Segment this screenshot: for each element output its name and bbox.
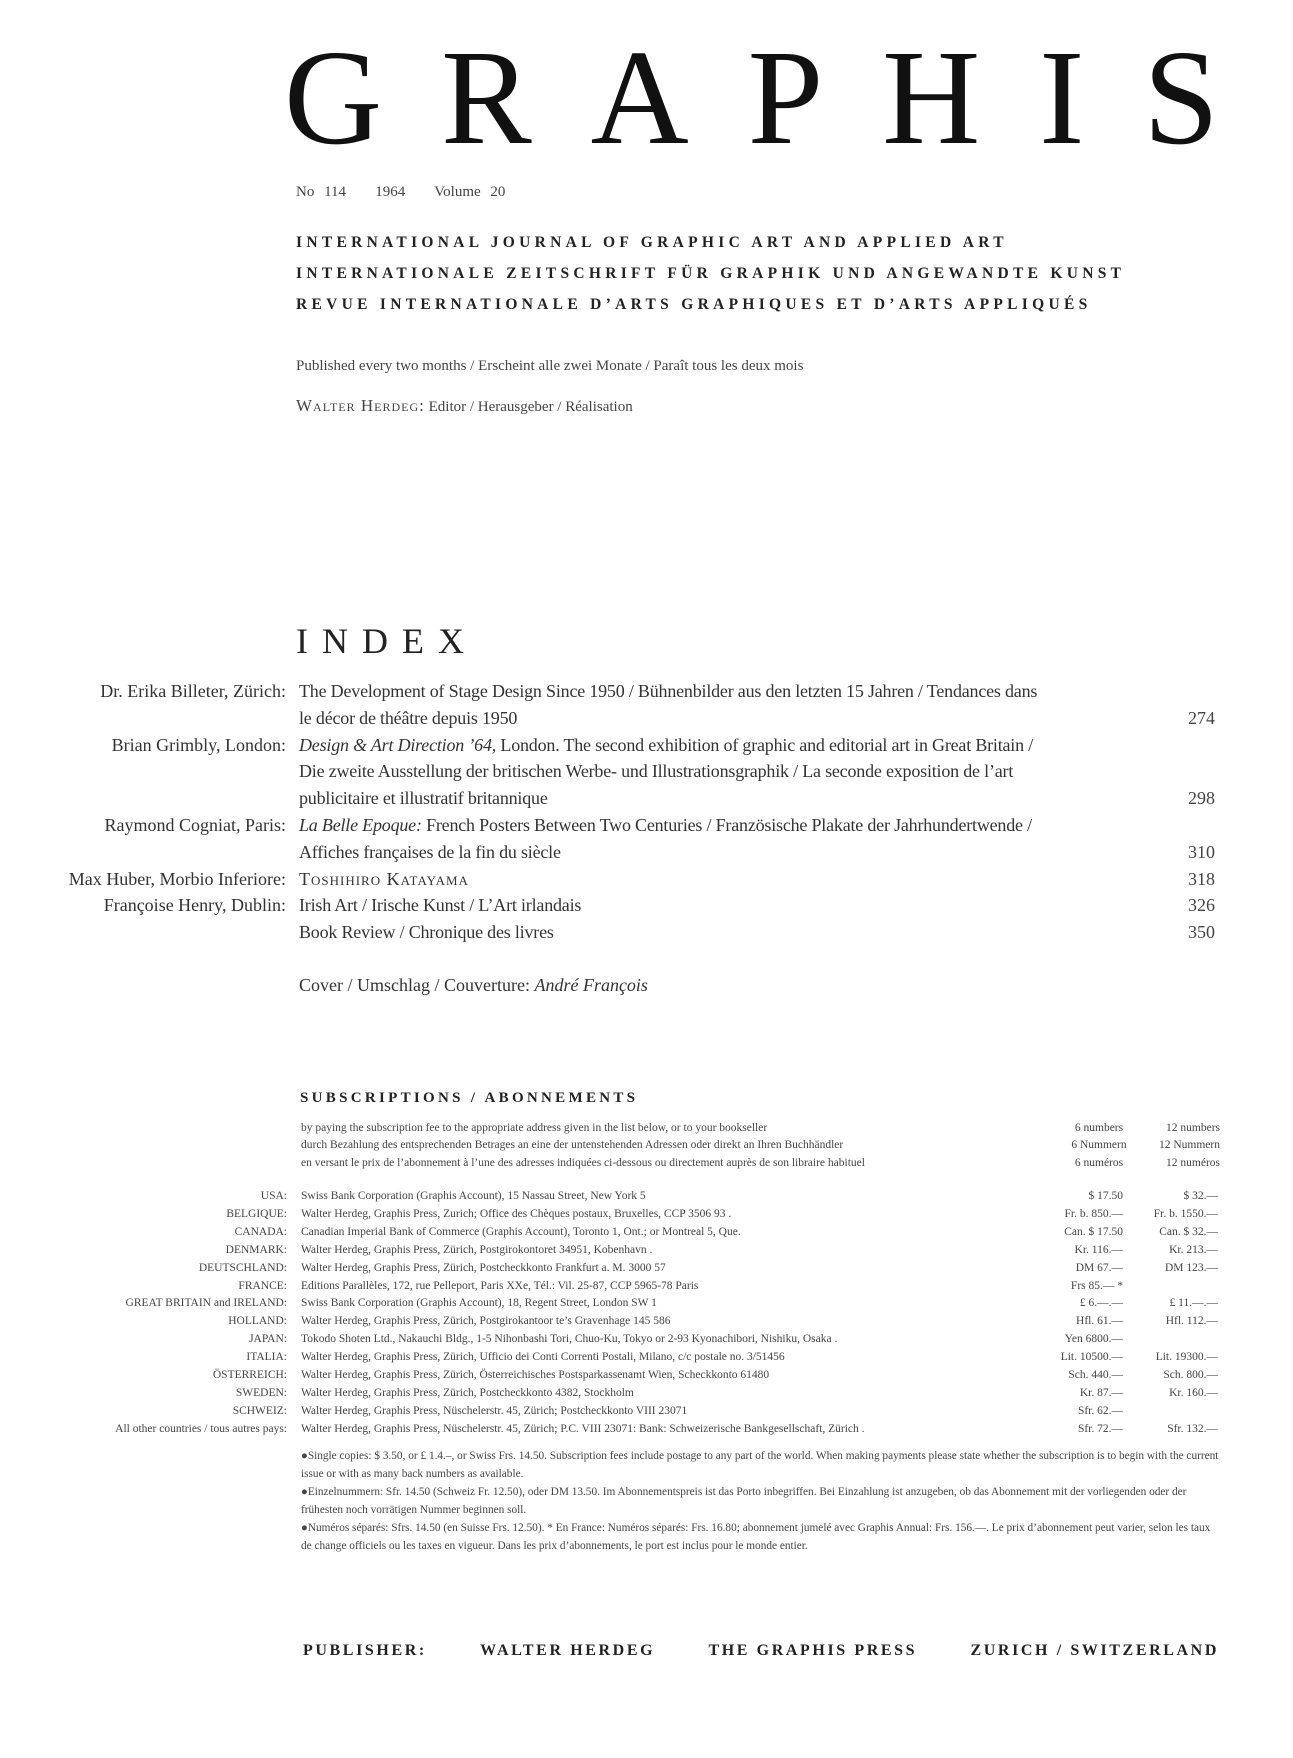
subscription-row [0, 1241, 1293, 1259]
cover-label: Cover / Umschlag / Couverture: [299, 975, 535, 995]
footnote-en: ●Single copies: $ 3.50, or £ 1.4.–, or Swiss Frs. 14.50. Subscription fees include postage to any part of the world. When making payments please state whether the subscription is to begin with the current issue or with as many back numbers as available. [301, 1450, 1219, 1480]
subscription-row [0, 1384, 1293, 1402]
publisher-name: WALTER HERDEG [480, 1642, 656, 1659]
price-6: Kr. 87.— [1079, 1386, 1123, 1399]
cover-artist: André François [534, 975, 648, 995]
country: SCHWEIZ: [232, 1404, 287, 1417]
index-title [299, 758, 1013, 785]
index-title [299, 732, 1033, 759]
col-6-header: 6 numbers [1074, 1122, 1124, 1134]
subscription-row [0, 1420, 1293, 1438]
index-row [0, 892, 1293, 919]
price-6: Yen 6800.— [1064, 1333, 1123, 1346]
index-page: 298 [1188, 788, 1215, 809]
price-12: $ 32.— [1183, 1190, 1218, 1202]
price-12: Kr. 213.— [1169, 1243, 1218, 1256]
index-title [299, 839, 561, 866]
index-title-text: Affiches françaises de la fin du siècle [299, 841, 561, 862]
index-page: 310 [1188, 841, 1215, 862]
subscription-row [0, 1205, 1293, 1223]
address: Tokodo Shoten Ltd., Nakauchi Bldg., 1-5 Nihonbashi Tori, Chuo-Ku, Tokyo or 2-93 Kyonachibori, Nishiku, Osaka . [301, 1333, 838, 1346]
address: Swiss Bank Corporation (Graphis Account), 15 Nassau Street, New York 5 [301, 1190, 646, 1202]
price-12: Fr. b. 1550.— [1153, 1207, 1218, 1220]
footnote-fr: ●Numéros séparés: Sfrs. 14.50 (en Suisse Frs. 12.50). * En France: Numéros séparés: Frs. 16.80; abonnement jumelé avec Graphis Annual: Frs. 156.—. Le prix d’abonnement peut varier, selon les taux de change officiels ou les taxes en vigueur. Dans les prix d’abonnements, le port est inclus pour le monde entier. [301, 1522, 1211, 1552]
country: USA: [260, 1190, 287, 1202]
index-row [0, 758, 1293, 785]
price-6: Can. $ 17.50 [1064, 1225, 1123, 1238]
index-author: Brian Grimbly, London: [111, 734, 286, 755]
title-letter: P [747, 23, 824, 173]
index-title-italic: Design & Art Direction ’64, [299, 734, 497, 755]
price-12: Sch. 800.— [1163, 1369, 1218, 1381]
country: DENMARK: [225, 1243, 287, 1256]
index-heading: INDEX [296, 621, 478, 661]
price-12: Kr. 160.— [1169, 1386, 1218, 1399]
address: Walter Herdeg, Graphis Press, Zürich, Postgirokantoor te’s Gravenhage 145 586 [301, 1315, 671, 1328]
country: JAPAN: [249, 1333, 287, 1346]
index-title [299, 785, 548, 812]
subtitle-fr: REVUE INTERNATIONALE D’ARTS GRAPHIQUES ET D’ARTS APPLIQUÉS [296, 296, 1092, 313]
publisher-press: THE GRAPHIS PRESS [708, 1642, 918, 1659]
subscription-row [0, 1294, 1293, 1312]
subscription-row [0, 1366, 1293, 1384]
country: GREAT BRITAIN and IRELAND: [125, 1297, 287, 1310]
price-6: Fr. b. 850.— [1064, 1207, 1123, 1220]
index-title-text: le décor de théâtre depuis 1950 [299, 707, 518, 728]
address: Walter Herdeg, Graphis Press, Zürich, Österreichisches Postsparkassenamt Wien, Scheckkonto 61480 [301, 1369, 770, 1381]
price-6: £ 6.—.— [1079, 1297, 1123, 1310]
country: FRANCE: [238, 1279, 287, 1292]
index-row [0, 812, 1293, 839]
price-12: Hfl. 112.— [1165, 1315, 1218, 1328]
price-6: Kr. 116.— [1074, 1243, 1123, 1256]
title-letter: A [590, 23, 689, 173]
index-page: 326 [1188, 895, 1215, 916]
price-12: £ 11.—.— [1169, 1297, 1218, 1310]
publisher-label: PUBLISHER: [303, 1642, 427, 1659]
index-title-text: London. The second exhibition of graphic and editorial art in Great Britain / [496, 734, 1034, 755]
editor-name: Walter Herdeg: [296, 396, 425, 415]
price-6: Sfr. 72.— [1077, 1422, 1123, 1435]
address: Walter Herdeg, Graphis Press, Zurich; Office des Chèques postaux, Bruxelles, CCP 3506 93 . [301, 1207, 732, 1220]
index-row [0, 866, 1293, 893]
subscription-row [0, 1259, 1293, 1277]
country: All other countries / tous autres pays: [115, 1422, 287, 1435]
address: Walter Herdeg, Graphis Press, Zürich, Ufficio dei Conti Correnti Postali, Milano, c/c postale no. 3/51456 [301, 1351, 785, 1364]
price-12: Sfr. 132.— [1167, 1422, 1218, 1435]
price-6: Lit. 10500.— [1060, 1351, 1123, 1364]
title-letter: S [1143, 23, 1219, 173]
index-row [0, 785, 1293, 812]
price-6: Hfl. 61.— [1076, 1315, 1123, 1328]
intro-fr: en versant le prix de l’abonnement à l’une des adresses indiquées ci-dessous ou directement auprès de son libraire habituel [301, 1157, 865, 1169]
index-title-caps: Toshihiro Katayama [299, 868, 469, 889]
magazine-title [284, 23, 1219, 173]
price-6: $ 17.50 [1088, 1190, 1123, 1202]
title-letter: H [882, 23, 981, 173]
subscription-row [0, 1312, 1293, 1330]
issue-info: No 114 1964 Volume 20 [296, 184, 506, 200]
index-title-text: The Development of Stage Design Since 1950 / Bühnenbilder aus den letzten 15 Jahren / Tendances dans [299, 681, 1038, 701]
address: Walter Herdeg, Graphis Press, Zürich, Postcheckkonto 4382, Stockholm [301, 1386, 634, 1399]
publisher-city: ZURICH / SWITZERLAND [970, 1642, 1219, 1659]
address: Walter Herdeg, Graphis Press, Nüschelerstr. 45, Zürich; P.C. VIII 23071: Bank: Schweizerische Bankgesellschaft, Zürich . [301, 1422, 865, 1435]
index-page: 350 [1188, 922, 1215, 943]
country: SWEDEN: [235, 1386, 287, 1399]
price-12: Can. $ 32.— [1159, 1225, 1218, 1238]
country: ÖSTERREICH: [212, 1369, 287, 1381]
title-letter: G [284, 23, 383, 173]
country: CANADA: [234, 1225, 287, 1238]
index-page: 274 [1188, 707, 1215, 728]
address: Editions Parallèles, 172, rue Pelleport, Paris XXe, Tél.: Vil. 25-87, CCP 5965-78 Paris [301, 1279, 699, 1292]
price-6: DM 67.— [1075, 1261, 1123, 1274]
col-12-header: 12 numbers [1166, 1122, 1220, 1134]
index-author: Françoise Henry, Dublin: [103, 895, 286, 916]
index-author: Max Huber, Morbio Inferiore: [68, 868, 286, 889]
subtitle-de: INTERNATIONALE ZEITSCHRIFT FÜR GRAPHIK UND ANGEWANDTE KUNST [296, 265, 1126, 282]
index-title-text: French Posters Between Two Centuries / Französische Plakate der Jahrhundertwende / [421, 815, 1032, 835]
footnote-de: ●Einzelnummern: Sfr. 14.50 (Schweiz Fr. 12.50), oder DM 13.50. Im Abonnementspreis ist das Porto inbegriffen. Bei Einzahlung ist anzugeben, ob das Abonnement mit der vorliegenden oder der frühesten noch vorrätigen Nummer beginnen soll. [301, 1486, 1187, 1516]
address: Canadian Imperial Bank of Commerce (Graphis Account), Toronto 1, Ont.; or Montreal 5, Que. [301, 1225, 741, 1238]
index-title-text: Die zweite Ausstellung der britischen Werbe- und Illustrationsgraphik / La seconde exposition de l’art [299, 761, 1014, 782]
col-12-header: 12 Nummern [1158, 1139, 1220, 1151]
index-title [299, 812, 1032, 839]
subscriptions-heading: SUBSCRIPTIONS / ABONNEMENTS [300, 1090, 639, 1106]
index-row [0, 678, 1293, 705]
subscription-row [0, 1223, 1293, 1241]
country: BELGIQUE: [226, 1207, 287, 1220]
subscription-row [0, 1187, 1293, 1205]
index-row [0, 705, 1293, 732]
index-title [299, 919, 554, 946]
subscription-row [0, 1330, 1293, 1348]
price-12: Lit. 19300.— [1155, 1351, 1218, 1364]
index-title [299, 678, 1037, 705]
index-title [299, 705, 517, 732]
publication-frequency: Published every two months / Erscheint alle zwei Monate / Paraît tous les deux mois [296, 358, 804, 374]
index-row [0, 919, 1293, 946]
index-title-text: publicitaire et illustratif britannique [299, 788, 548, 809]
index-author: Raymond Cogniat, Paris: [104, 815, 286, 835]
cover-credit [299, 975, 648, 996]
index-page: 318 [1188, 868, 1215, 889]
subtitle-en: INTERNATIONAL JOURNAL OF GRAPHIC ART AND APPLIED ART [296, 234, 1008, 251]
price-6: Frs 85.— * [1070, 1279, 1123, 1292]
index-title-italic: La Belle Epoque: [299, 815, 422, 835]
intro-de: durch Bezahlung des entsprechenden Betrages an eine der untenstehenden Adressen oder direkt an Ihren Buchhändler [301, 1139, 844, 1151]
col-12-header: 12 numéros [1166, 1157, 1220, 1169]
country: DEUTSCHLAND: [198, 1261, 287, 1274]
intro-en: by paying the subscription fee to the appropriate address given in the list below, or to your bookseller [301, 1122, 768, 1134]
index-title [299, 892, 581, 919]
editor-line [296, 396, 633, 416]
col-6-header: 6 numéros [1074, 1157, 1124, 1169]
index-title-text: Book Review / Chronique des livres [299, 922, 554, 943]
index-title-text: Irish Art / Irische Kunst / L’Art irlandais [299, 895, 582, 916]
subscription-row [0, 1348, 1293, 1366]
index-row [0, 732, 1293, 759]
price-6: Sch. 440.— [1068, 1369, 1123, 1381]
address: Walter Herdeg, Graphis Press, Zürich, Postcheckkonto Frankfurt a. M. 3000 57 [301, 1261, 666, 1274]
title-letter: I [1039, 23, 1085, 173]
index-title [299, 866, 469, 893]
publisher-line [303, 1642, 1219, 1660]
subscription-row [0, 1277, 1293, 1295]
title-letter: R [441, 23, 532, 173]
index-row [0, 839, 1293, 866]
index-author: Dr. Erika Billeter, Zürich: [100, 681, 286, 701]
subscription-row [0, 1402, 1293, 1420]
address: Walter Herdeg, Graphis Press, Nüschelerstr. 45, Zürich; Postcheckkonto VIII 23071 [301, 1404, 688, 1417]
col-6-header: 6 Nummern [1071, 1139, 1127, 1151]
editor-role: Editor / Herausgeber / Réalisation [424, 399, 633, 415]
price-6: Sfr. 62.— [1077, 1404, 1123, 1417]
country: ITALIA: [246, 1351, 287, 1364]
address: Walter Herdeg, Graphis Press, Zürich, Postgirokontoret 34951, Kobenhavn . [301, 1243, 653, 1256]
country: HOLLAND: [228, 1315, 287, 1328]
price-12: DM 123.— [1164, 1261, 1218, 1274]
address: Swiss Bank Corporation (Graphis Account), 18, Regent Street, London SW 1 [301, 1297, 657, 1310]
